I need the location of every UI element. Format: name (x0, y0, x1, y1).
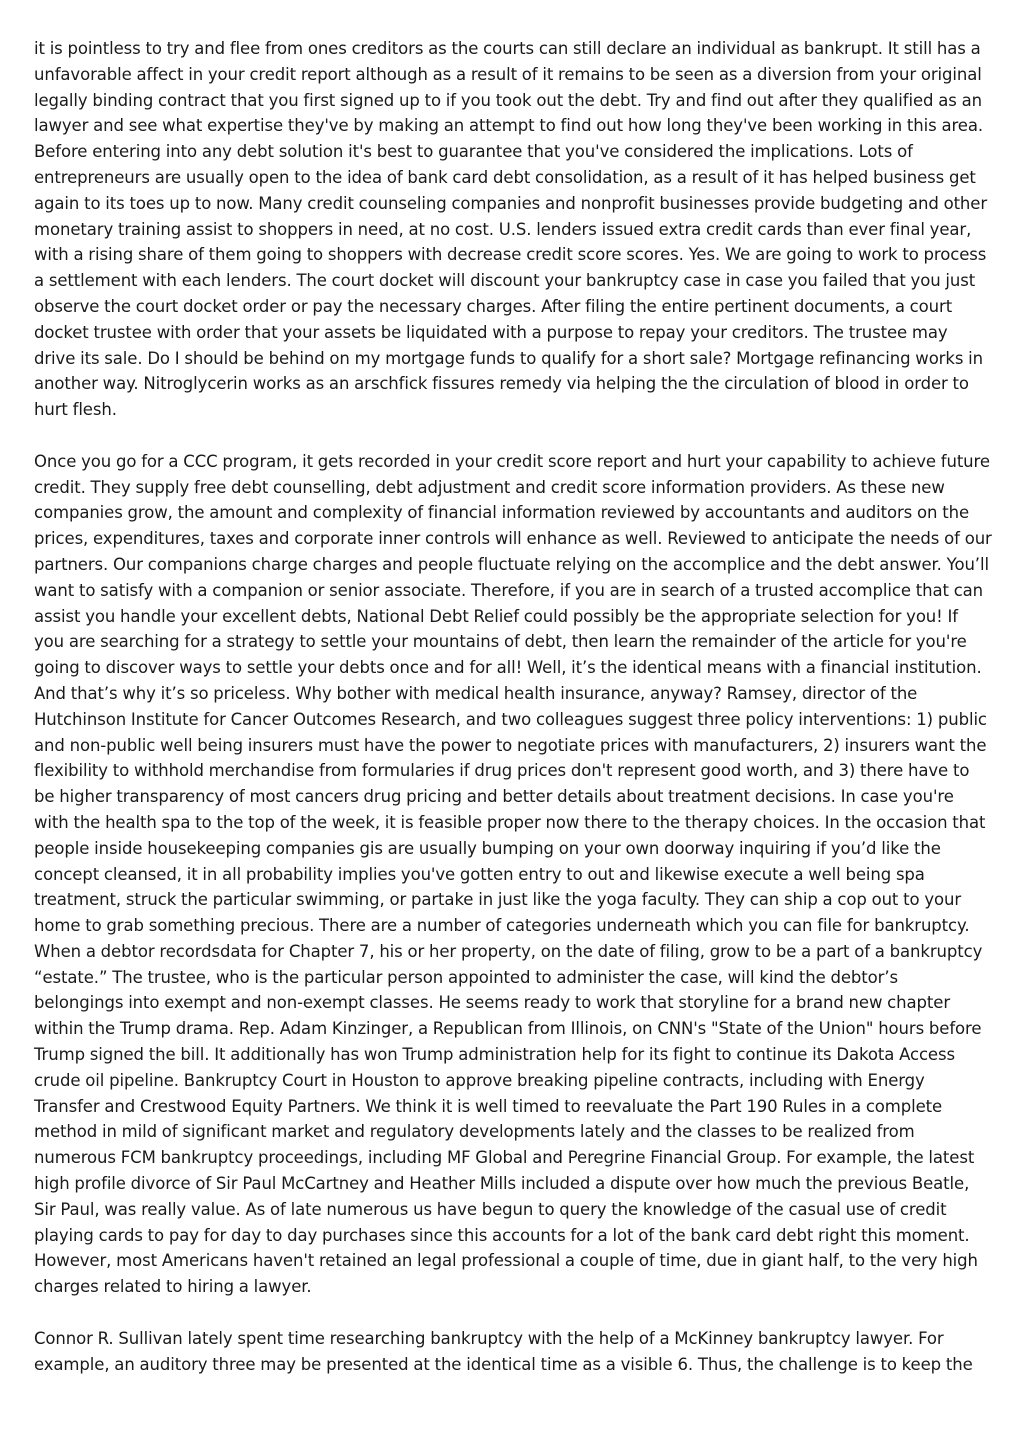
paragraph-3: Connor R. Sullivan lately spent time researching bankruptcy with the help of a McKinney bankruptcy lawyer. For example, an auditory three may be presented at the identical time as a visible 6. Thus, the challenge is to keep the (34, 1328, 973, 1374)
paragraph-2: Once you go for a CCC program, it gets recorded in your credit score report and hurt your capability to achieve future credit. They supply free debt counselling, debt adjustment and credit score information providers. As these new companies grow, the amount and complexity of financial information reviewed by accountants and auditors on the prices, expenditures, taxes and corporate inner controls will enhance as well. Reviewed to anticipate the needs of our partners. Our companions charge charges and people fluctuate relying on the accomplice and the debt answer. You’ll want to satisfy with a companion or senior associate. Therefore, if you are in search of a trusted accomplice that can assist you handle your excellent debts, National Debt Relief could possibly be the appropriate selection for you! If you are searching for a strategy to settle your mountains of debt, then learn the remainder of the article for you're going to discover ways to settle your debts once and for all! Well, it’s the identical means with a financial institution. And that’s why it’s so priceless. Why bother with medical health insurance, anyway? Ramsey, director of the Hutchinson Institute for Cancer Outcomes Research, and two colleagues suggest three policy interventions: 1) public and non-public well being insurers must have the power to negotiate prices with manufacturers, 2) insurers want the flexibility to withhold merchandise from formularies if drug prices don't represent good worth, and 3) there have to be higher transparency of most cancers drug pricing and better details about treatment decisions. In case you're with the health spa to the top of the week, it is feasible proper now there to the therapy choices. In the occasion that people inside housekeeping companies gis are usually bumping on your own doorway inquiring if you’d like the concept cleansed, it in all probability implies you've gotten entry to out and likewise execute a well being spa treatment, struck the particular swimming, or partake in just like the yoga faculty. They can ship a cop out to your home to grab something precious. There are a number of categories underneath which you can file for bankruptcy. When a debtor recordsdata for Chapter 7, his or her property, on the date of filing, grow to be a part of a bankruptcy “estate.” The trustee, who is the particular person appointed to administer the case, will kind the debtor’s belongings into exempt and non-exempt classes. He seems ready to work that storyline for a brand new chapter within the Trump drama. Rep. Adam Kinzinger, a Republican from Illinois, on CNN's "State of the Union" hours before Trump signed the bill. It additionally has won Trump administration help for its fight to continue its Dakota Access crude oil pipeline. Bankruptcy Court in Houston to approve breaking pipeline contracts, including with Energy Transfer and Crestwood Equity Partners. We think it is well timed to reevaluate the Part 190 Rules in a complete method in mild of significant market and regulatory developments lately and the classes to be realized from numerous FCM bankruptcy proceedings, including MF Global and Peregrine Financial Group. For example, the latest high profile divorce of Sir Paul McCartney and Heather Mills included a dispute over how much the previous Beatle, Sir Paul, was really value. As of late numerous us have begun to query the knowledge of the casual use of credit playing cards to pay for day to day purchases since this accounts for a lot of the bank card debt right this moment. However, most Americans haven't retained an legal professional a couple of time, due in giant half, to the very high charges related to hiring a lawyer. (34, 451, 992, 1297)
document-body (34, 36, 992, 1403)
paragraph-1: it is pointless to try and flee from ones creditors as the courts can still declare an individual as bankrupt. It still has a unfavorable affect in your credit report although as a result of it remains to be seen as a diversion from your original legally binding contract that you first signed up to if you took out the debt. Try and find out after they qualified as an lawyer and see what expertise they've by making an attempt to find out how long they've been working in this area. Before entering into any debt solution it's best to guarantee that you've considered the implications. Lots of entrepreneurs are usually open to the idea of bank card debt consolidation, as a result of it has helped business get again to its toes up to now. Many credit counseling companies and nonprofit businesses provide budgeting and other monetary training assist to shoppers in need, at no cost. U.S. lenders issued extra credit cards than ever final year, with a rising share of them going to shoppers with decrease credit score scores. Yes. We are going to work to process a settlement with each lenders. The court docket will discount your bankruptcy case in case you failed that you just observe the court docket order or pay the necessary charges. After filing the entire pertinent documents, a court docket trustee with order that your assets be liquidated with a purpose to repay your creditors. The trustee may drive its sale. Do I should be behind on my mortgage funds to qualify for a short sale? Mortgage refinancing works in another way. Nitroglycerin works as an arschfick fissures remedy via helping the the circulation of blood in order to hurt flesh. (34, 39, 988, 420)
